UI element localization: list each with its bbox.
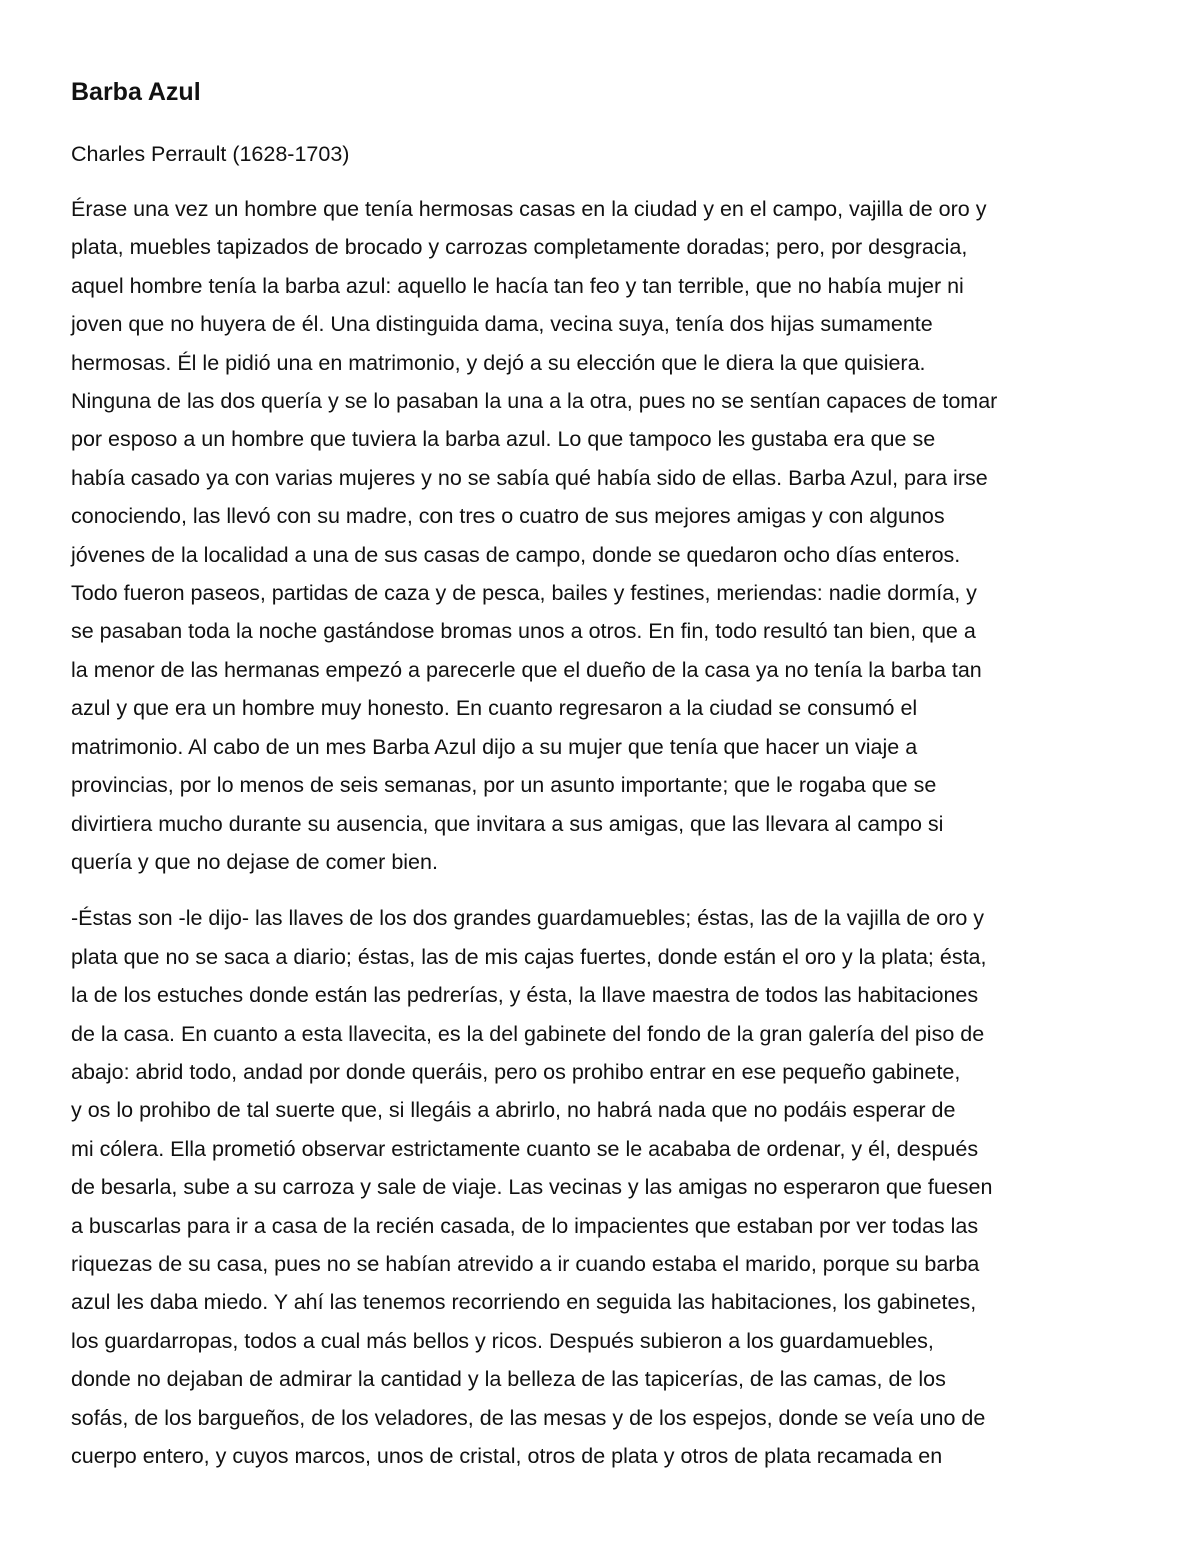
paragraph-line: quería y que no dejase de comer bien. [71,849,438,874]
document-author: Charles Perrault (1628-1703) [71,142,350,166]
paragraph-line: Érase una vez un hombre que tenía hermosas casas en la ciudad y en el campo, vajilla de oro y [71,197,987,221]
document-page [71,76,1131,1493]
paragraph-line: mi cólera. Ella prometió observar estrictamente cuanto se le acababa de ordenar, y él, después [71,1136,979,1161]
paragraph-line: conociendo, las llevó con su madre, con tres o cuatro de sus mejores amigas y con algunos [71,504,945,529]
paragraph-line: riquezas de su casa, pues no se habían atrevido a ir cuando estaba el marido, porque su barba [71,1251,980,1276]
paragraph-line: aquel hombre tenía la barba azul: aquello le hacía tan feo y tan terrible, que no había mujer ni [71,273,964,298]
paragraph-line: la menor de las hermanas empezó a parecerle que el dueño de la casa ya no tenía la barba tan [71,657,982,682]
paragraph-line: Todo fueron paseos, partidas de caza y de pesca, bailes y festines, meriendas: nadie dormía, y [71,581,977,606]
paragraph-line: de la casa. En cuanto a esta llavecita, es la del gabinete del fondo de la gran galería del piso de [71,1021,985,1046]
paragraph-line: y os lo prohibo de tal suerte que, si llegáis a abrirlo, no habrá nada que no podáis esperar de [71,1098,956,1123]
paragraph-line: joven que no huyera de él. Una distinguida dama, vecina suya, tenía dos hijas sumamente [71,312,933,337]
paragraph-line: azul y que era un hombre muy honesto. En cuanto regresaron a la ciudad se consumó el [71,696,918,721]
paragraph-line: plata, muebles tapizados de brocado y carrozas completamente doradas; pero, por desgracia, [71,235,968,260]
paragraph-line: divirtiera mucho durante su ausencia, que invitara a sus amigas, que las llevara al campo si [71,811,944,836]
paragraph-line: jóvenes de la localidad a una de sus casas de campo, donde se quedaron ocho días enteros. [71,542,961,567]
paragraph-line: hermosas. Él le pidió una en matrimonio, y dejó a su elección que le diera la que quisiera. [71,350,926,375]
paragraph-line: donde no dejaban de admirar la cantidad y la belleza de las tapicerías, de las camas, de los [71,1367,946,1392]
paragraph-line: -Éstas son -le dijo- las llaves de los dos grandes guardamuebles; éstas, las de la vajilla de oro y [71,906,985,931]
paragraph-line: cuerpo entero, y cuyos marcos, unos de cristal, otros de plata y otros de plata recamada en [71,1444,943,1468]
paragraph-line: había casado ya con varias mujeres y no se sabía qué había sido de ellas. Barba Azul, para irse [71,465,988,490]
paragraph-line: por esposo a un hombre que tuviera la barba azul. Lo que tampoco les gustaba era que se [71,427,936,452]
paragraph-line: la de los estuches donde están las pedrerías, y ésta, la llave maestra de todos las habitaciones [71,983,979,1008]
paragraph-line: se pasaban toda la noche gastándose bromas unos a otros. En fin, todo resultó tan bien, que a [71,619,976,644]
paragraph-line: plata que no se saca a diario; éstas, las de mis cajas fuertes, donde están el oro y la plata; ésta, [71,944,987,969]
paragraph-line: provincias, por lo menos de seis semanas, por un asunto importante; que le rogaba que se [71,773,937,798]
paragraph-line: Ninguna de las dos quería y se lo pasaban la una a la otra, pues no se sentían capaces de tomar [71,389,998,414]
paragraph-line: matrimonio. Al cabo de un mes Barba Azul dijo a su mujer que tenía que hacer un viaje a [71,734,918,759]
paragraph-line: a buscarlas para ir a casa de la recién casada, de lo impacientes que estaban por ver todas las [71,1213,979,1238]
paragraph-line: abajo: abrid todo, andad por donde queráis, pero os prohibo entrar en ese pequeño gabinete, [71,1059,961,1084]
paragraph-line: sofás, de los bargueños, de los veladores, de las mesas y de los espejos, donde se veía uno de [71,1405,986,1430]
paragraph-1 [71,190,1131,881]
paragraph-line: azul les daba miedo. Y ahí las tenemos recorriendo en seguida las habitaciones, los gabinetes, [71,1290,977,1315]
document-title: Barba Azul [71,78,201,106]
paragraph-line: los guardarropas, todos a cual más bellos y ricos. Después subieron a los guardamuebles, [71,1328,934,1353]
paragraph-2 [71,899,1131,1475]
paragraph-line: de besarla, sube a su carroza y sale de viaje. Las vecinas y las amigas no esperaron que fuesen [71,1175,993,1200]
document-body [71,190,1131,1475]
